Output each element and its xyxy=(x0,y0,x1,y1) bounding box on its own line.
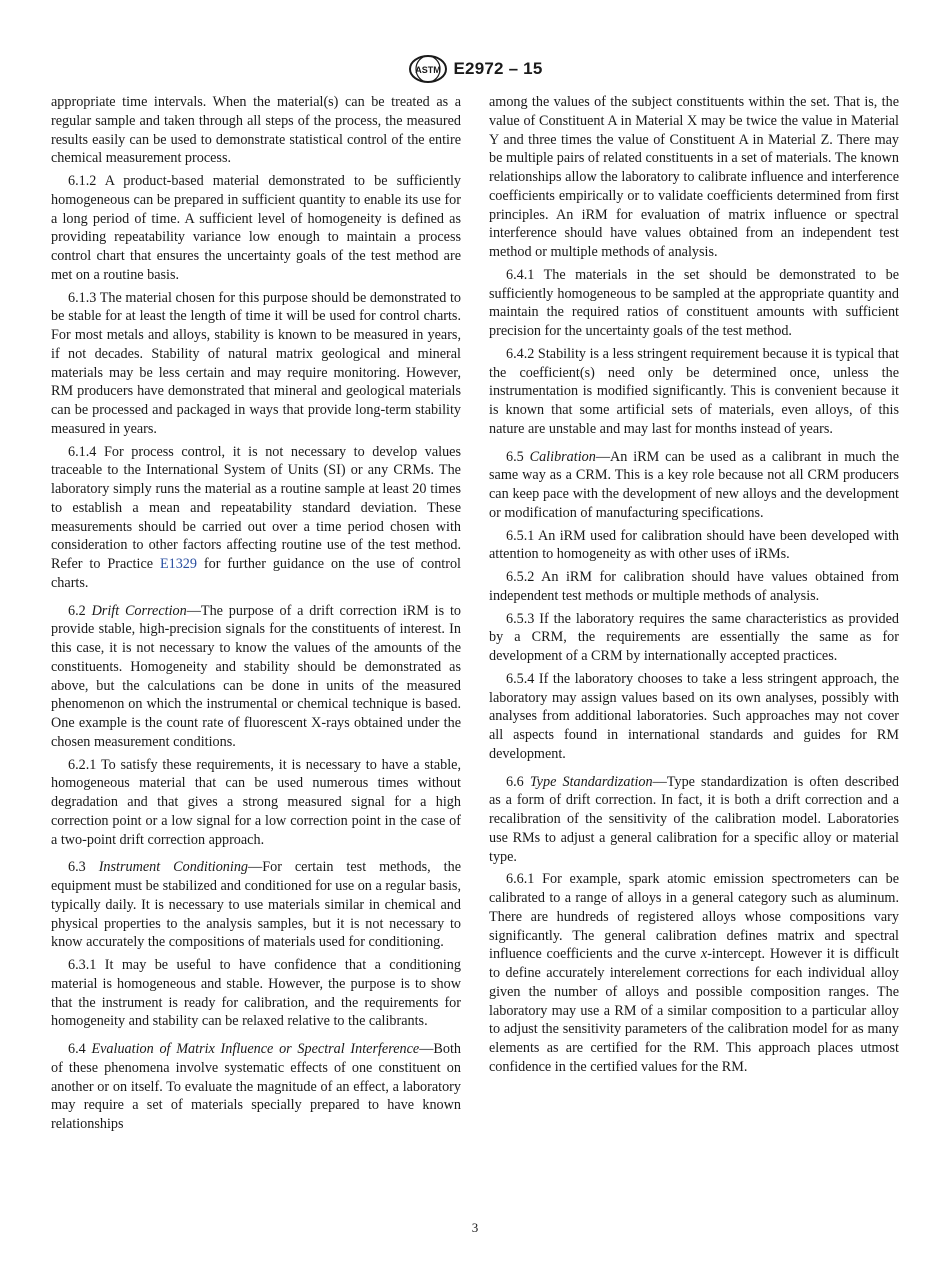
page-header xyxy=(0,54,950,84)
e1329-link[interactable]: E1329 xyxy=(159,556,197,572)
section-title: Type Standardization xyxy=(529,773,653,790)
standard-designation: E2972 – 15 xyxy=(453,59,543,78)
paragraph-6-2-1: 6.2.1 To satisfy these requirements, it is necessary to have a stable, homogeneous material that can be used numerous times without degradation and that gives a strong measured signal for a high correction point or a low signal for a low correction point in the case of a two-point drift correction approach. xyxy=(51,756,461,848)
right-column xyxy=(489,93,899,1077)
section-title: Drift Correction xyxy=(91,602,187,619)
section-6-2: 6.2 Drift Correction—The purpose of a drift correction iRM is to provide stable, high-precision signals for the constituents of interest. In this case, it is not necessary to know the values of the amounts of the constituents. Homogeneity and stability should be demonstrated as above, but the calculations can be done in units of the measured phenomenon on which the instrumental or chemical technique is based. One example is the count rate of fluorescent X-rays obtained under the chosen measurement conditions. xyxy=(51,602,461,750)
section-6-6: 6.6 Type Standardization—Type standardization is often described as a form of drift correction. In fact, it is both a drift correction and a recalibration of the sensitivity of the calibration model. Laboratories use RMs to adjust a general calibration for a specific alloy or material type. xyxy=(489,773,900,865)
paragraph-6-5-2: 6.5.2 An iRM for calibration should have values obtained from independent test methods or multiple methods of analysis. xyxy=(489,569,899,604)
paragraph-6-1-3: 6.1.3 The material chosen for this purpose should be demonstrated to be stable for at least the length of time it will be used for control charts. For most metals and alloys, stability is known to be measured in years, if not decades. Stability of natural matrix geological and mineral materials may be less certain and may require monitoring. However, RM producers have demonstrated that mineral and geological materials can be processed and packaged in ways that provide long-term stability measured in years. xyxy=(51,289,461,437)
section-6-4: 6.4 Evaluation of Matrix Influence or Spectral Interference—Both of these phenomena involve systematic effects of one constituent on another or on itself. To evaluate the magnitude of an effect, a laboratory may require a set of materials specially prepared to have known relationships xyxy=(51,1041,461,1132)
paragraph-6-1-4: 6.1.4 For process control, it is not necessary to develop values traceable to the International System of Units (SI) or any CRMs. The laboratory simply runs the material as a routine sample at least 20 times to establish a mean and repeatability standard deviation. These measurements should be carried out over a time period chosen with consideration to other factors affecting routine use of the test method. Refer to Practice E1329 for further guidance on the use of control charts. xyxy=(51,443,461,591)
section-title: Evaluation of Matrix Influence or Spectral Interference xyxy=(91,1041,420,1057)
paragraph-6-4-2: 6.4.2 Stability is a less stringent requirement because it is typical that the coefficient(s) need only be determined once, unless the instrumentation is modified significantly. This is convenient because it is known that some artificial sets of materials, even alloys, of this nature are unstable and may last for months instead of years. xyxy=(489,345,899,437)
astm-logo-icon xyxy=(408,54,448,84)
svg-text:ASTM: ASTM xyxy=(414,65,441,75)
section-title: Calibration xyxy=(529,448,596,465)
paragraph-6-5-3: 6.5.3 If the laboratory requires the same characteristics as provided by a CRM, the requirements are essentially the same as for development of a CRM by internationally accepted practices. xyxy=(489,610,899,664)
section-6-5: 6.5 Calibration—An iRM can be used as a calibrant in much the same way as a CRM. This is a key role because not all CRM producers can keep pace with the development of new alloys and the development or modification of manufacturing specifications. xyxy=(489,448,900,521)
page-number: 3 xyxy=(471,1220,479,1235)
section-6-3: 6.3 Instrument Conditioning—For certain test methods, the equipment must be stabilized and conditioned for use on a regular basis, typically daily. It is necessary to use materials similar in chemical and physical properties to the analysis samples, but it is not necessary to know accurately the compositions of materials used for conditioning. xyxy=(51,859,462,951)
section-title: Instrument Conditioning xyxy=(98,859,249,876)
paragraph: appropriate time intervals. When the material(s) can be treated as a regular sample and taken through all steps of the process, the measured results easily can be used to demonstrate statistical control of the entire chemical measurement process. xyxy=(51,94,461,167)
paragraph-6-6-1: 6.6.1 For example, spark atomic emission spectrometers can be calibrated to a range of alloys in a general category such as aluminum. There are hundreds of registered alloys whose compositions vary significantly. The general calibration defines matrix and spectral influence coefficients and the curve x-intercept. However it is difficult to define accurately interelement corrections for each individual alloy given the number of alloys and possible composition ranges. The laboratory may use a RM of a similar composition to a particular alloy to adjust the sensitivity parameters of the calibration model for as many elements as are certified for the RM. This approach places utmost confidence in the certified values for the RM. xyxy=(489,871,899,1075)
paragraph-6-4-1: 6.4.1 The materials in the set should be demonstrated to be sufficiently homogeneous to be sampled at the appropriate quantity and maintain the required ratios of constituent amounts with sufficient precision for the uncertainty goals of the test method. xyxy=(489,266,899,339)
paragraph-6-5-1: 6.5.1 An iRM used for calibration should have been developed with attention to homogeneity as with other uses of iRMs. xyxy=(489,527,899,563)
left-column xyxy=(51,93,461,1134)
paragraph-6-5-4: 6.5.4 If the laboratory chooses to take a less stringent approach, the laboratory may assign values based on its own analyses, possibly with analyses from additional laboratories. Such approaches may not cover all aspects found in international standards and guides for RM development. xyxy=(489,670,899,762)
paragraph-6-1-2: 6.1.2 A product-based material demonstrated to be sufficiently homogeneous can be prepared in sufficient quantity to enable its use for a long period of time. A sufficient level of homogeneity is defined as providing repeatability variance low enough to maintain a process control chart that ensures the uncertainty goals of the test method are met on a routine basis. xyxy=(51,173,461,283)
paragraph: among the values of the subject constituents within the set. That is, the value of Constituent A in Material X may be twice the value in Material Y and three times the value of Constituent A in Material Z. There may be multiple pairs of related constituents in a set of materials. The known relationships allow the laboratory to calibrate influence and interference coefficients empirically or to validate coefficients determined from first principles. An iRM for evaluation of matrix influence or spectral interference should have values obtained from an independent test method or multiple methods of analysis. xyxy=(489,94,899,260)
paragraph-6-3-1: 6.3.1 It may be useful to have confidence that a conditioning material is homogeneous and stable. However, the purpose is to show that the instrument is ready for calibration, and the requirements for homogeneity and stability can be relaxed relative to the calibrants. xyxy=(51,957,461,1030)
